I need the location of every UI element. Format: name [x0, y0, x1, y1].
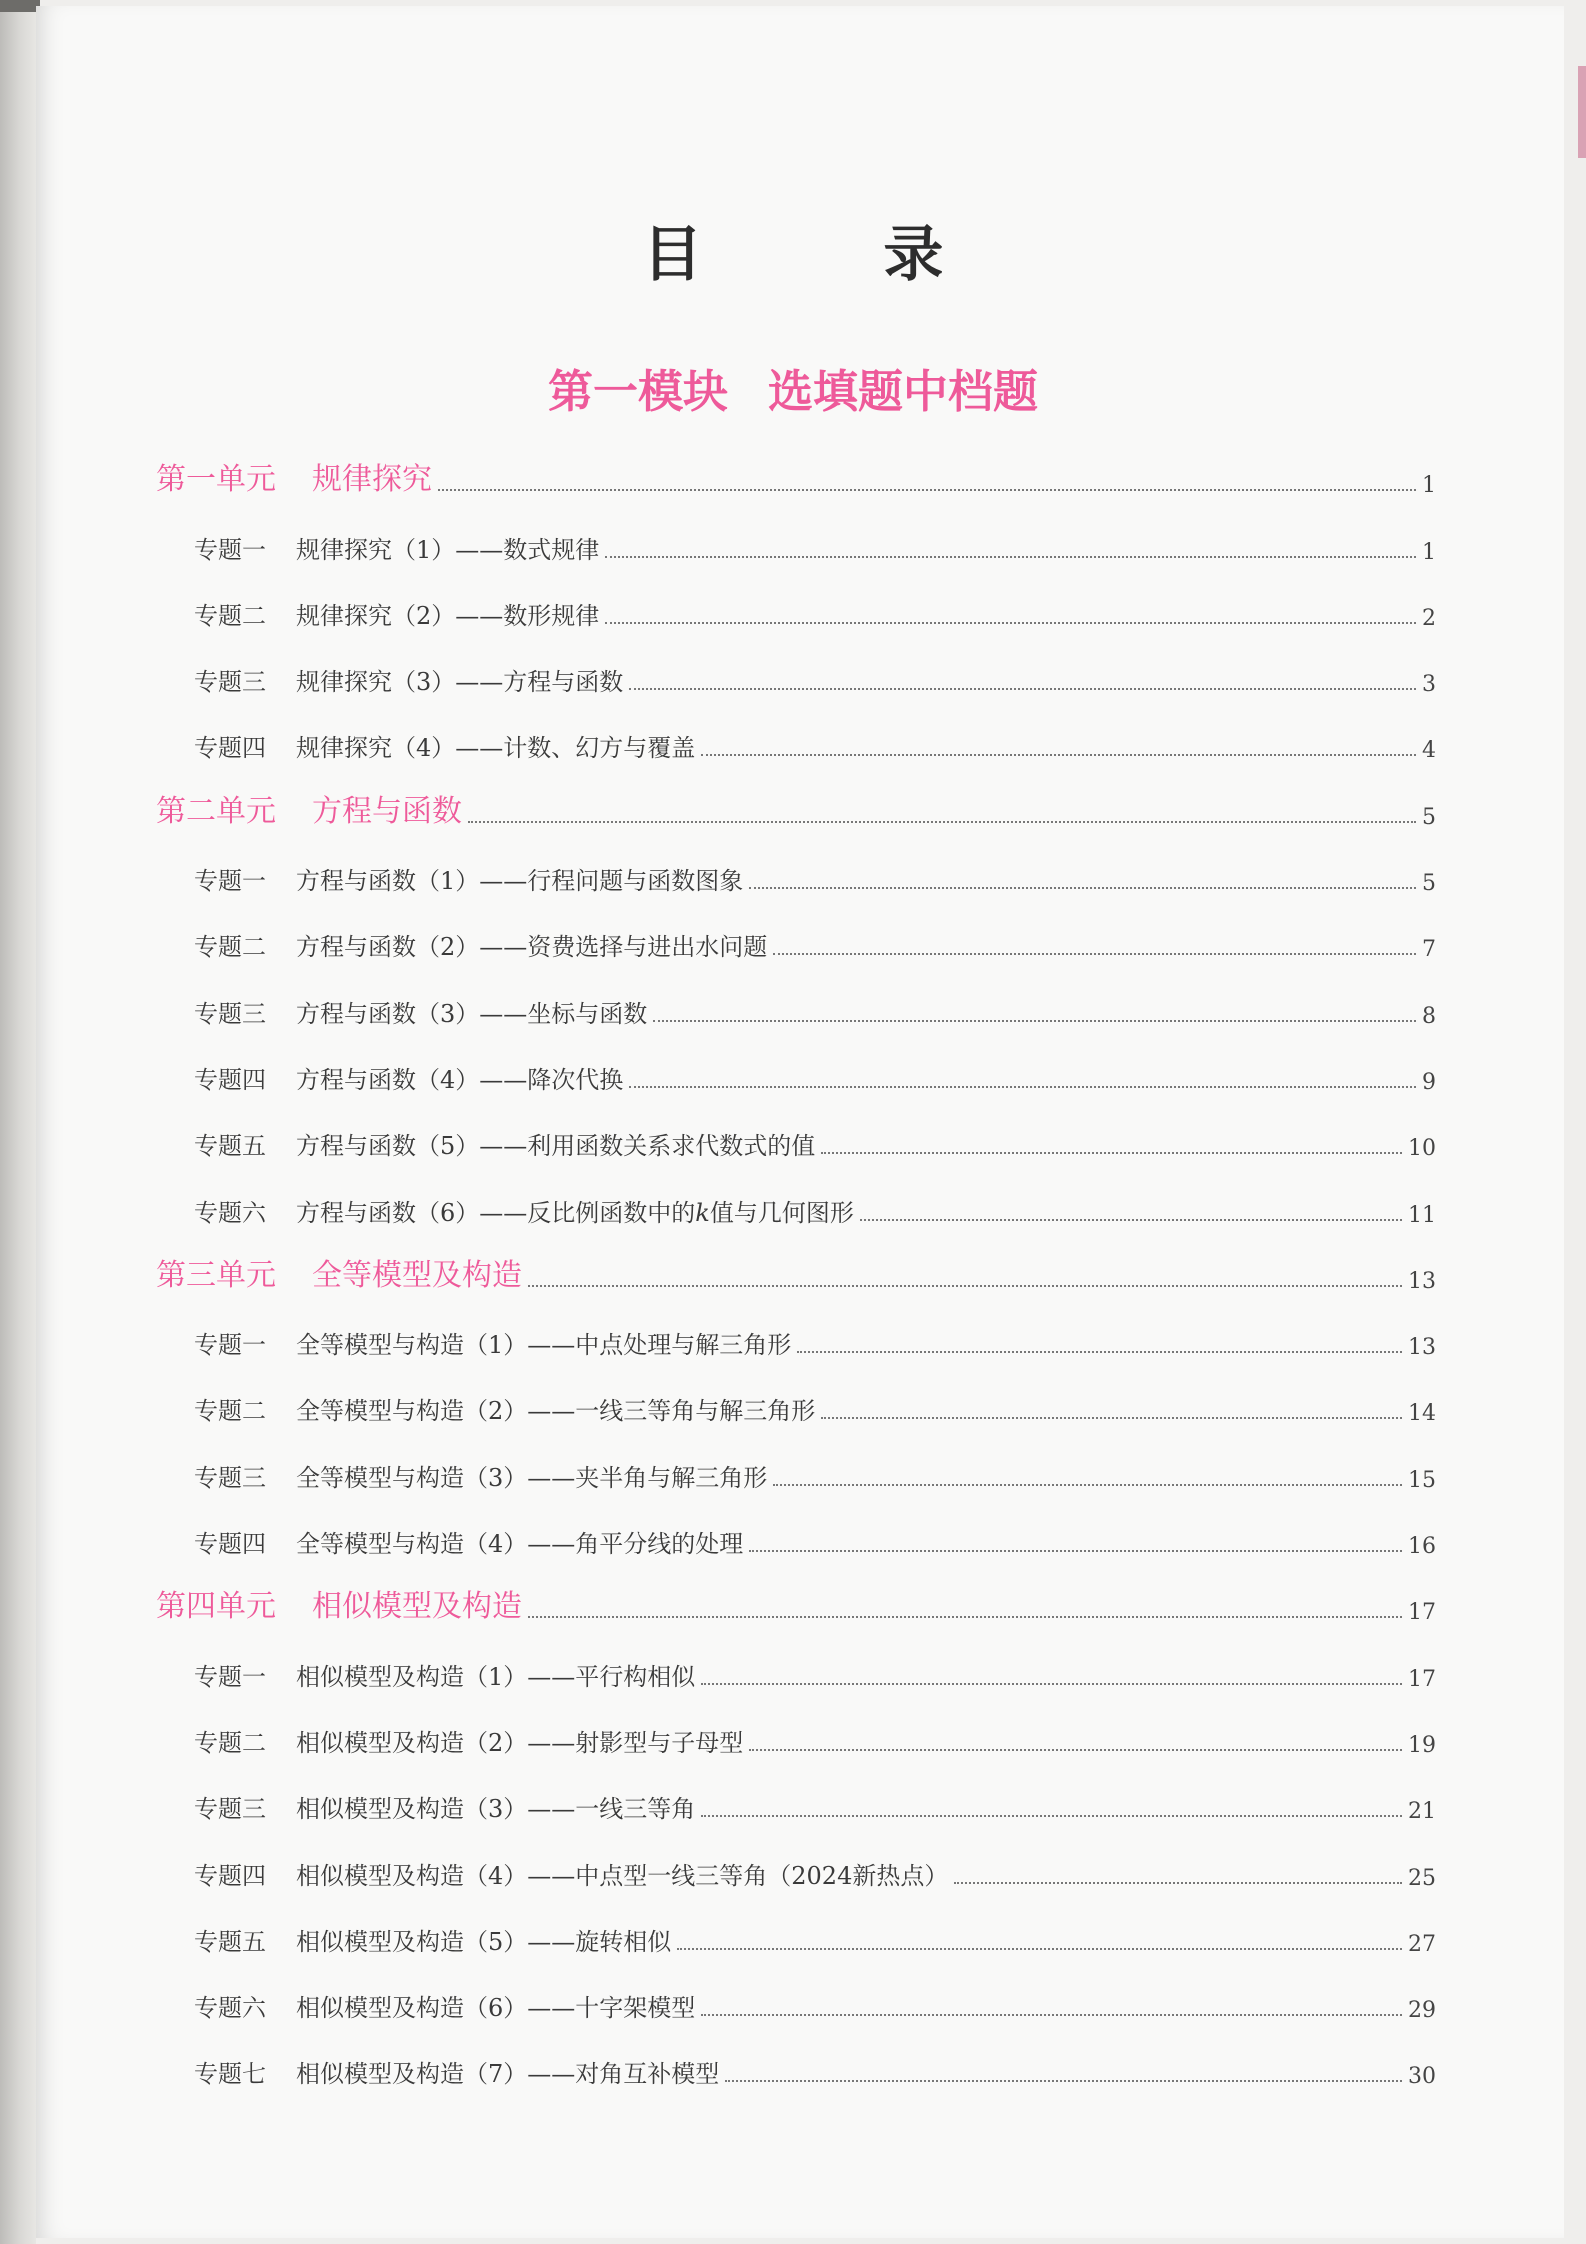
- scan-corner-mark: [0, 0, 40, 12]
- toc-unit-entry[interactable]: [156, 777, 1436, 843]
- entry-number: 专题五: [194, 1927, 266, 1956]
- dot-leader: [725, 2080, 1402, 2082]
- page-number: 1: [1422, 539, 1436, 565]
- entry-number: 专题一: [194, 1331, 266, 1360]
- entry-number: 专题二: [194, 933, 266, 962]
- entry-title: 全等模型及构造: [312, 1257, 522, 1293]
- page-number: 13: [1408, 1335, 1436, 1361]
- entry-number: 专题四: [194, 1065, 266, 1094]
- entry-number: 专题五: [194, 1132, 266, 1161]
- dot-leader: [468, 821, 1416, 823]
- entry-title: 规律探究（2）——数形规律: [296, 601, 600, 630]
- entry-label: [194, 662, 623, 697]
- page-number: 17: [1408, 1666, 1436, 1692]
- entry-number: 专题一: [194, 535, 266, 564]
- entry-title: 相似模型及构造（4）——中点型一线三等角（2024新热点）: [296, 1861, 949, 1890]
- entry-title: 相似模型及构造（2）——射影型与子母型: [296, 1728, 744, 1757]
- entry-number: 专题二: [194, 1728, 266, 1757]
- toc-topic-entry[interactable]: [156, 844, 1436, 910]
- toc-unit-entry[interactable]: [156, 1242, 1436, 1308]
- entry-label: [194, 1126, 815, 1161]
- entry-title: 方程与函数（5）——利用函数关系求代数式的值: [296, 1132, 816, 1161]
- entry-label: [194, 861, 743, 896]
- dot-leader: [629, 1086, 1416, 1088]
- page-number: 15: [1408, 1467, 1436, 1493]
- entry-label: [194, 1856, 948, 1891]
- entry-title: 规律探究: [312, 462, 432, 498]
- toc-topic-entry[interactable]: [156, 711, 1436, 777]
- entry-label: [194, 728, 695, 763]
- entry-number: 专题一: [194, 867, 266, 896]
- entry-title: 相似模型及构造（6）——十字架模型: [296, 1994, 696, 2023]
- dot-leader: [701, 1683, 1402, 1685]
- module-name: 选填题中档题: [768, 365, 1039, 418]
- entry-number: 第一单元: [156, 462, 276, 498]
- page-title: 目 录: [642, 220, 1024, 290]
- dot-leader: [701, 754, 1416, 756]
- dot-leader: [701, 2014, 1402, 2016]
- page-number: 30: [1408, 2064, 1436, 2090]
- entry-title: 相似模型及构造（7）——对角互补模型: [296, 2060, 720, 2089]
- entry-title: 规律探究（3）——方程与函数: [296, 668, 624, 697]
- page-number: 5: [1422, 804, 1436, 830]
- page-number: 13: [1408, 1268, 1436, 1294]
- entry-number: 专题六: [194, 1198, 266, 1227]
- page-edge-tab: [1578, 66, 1586, 158]
- entry-label: [156, 786, 462, 830]
- entry-title: 方程与函数: [312, 793, 462, 829]
- entry-label: [194, 1922, 671, 1957]
- page-number: 2: [1422, 605, 1436, 631]
- dot-leader: [749, 1749, 1402, 1751]
- toc-topic-entry[interactable]: [156, 579, 1436, 645]
- entry-title: 方程与函数（3）——坐标与函数: [296, 999, 648, 1028]
- entry-number: 专题四: [194, 1861, 266, 1890]
- page-number: 21: [1408, 1799, 1436, 1825]
- entry-title: 规律探究（1）——数式规律: [296, 535, 600, 564]
- page-number: 10: [1408, 1136, 1436, 1162]
- entry-label: [194, 1524, 743, 1559]
- entry-number: 专题三: [194, 999, 266, 1028]
- entry-title: 相似模型及构造（3）——一线三等角: [296, 1795, 696, 1824]
- entry-title: 方程与函数（2）——资费选择与进出水问题: [296, 933, 768, 962]
- dot-leader: [629, 688, 1416, 690]
- entry-label: [156, 454, 432, 498]
- toc-topic-entry[interactable]: [156, 976, 1436, 1042]
- page-number: 29: [1408, 1998, 1436, 2024]
- toc-topic-entry[interactable]: [156, 1374, 1436, 1440]
- entry-label: [194, 927, 767, 962]
- toc-topic-entry[interactable]: [156, 512, 1436, 578]
- module-number: 第一模块: [547, 365, 728, 418]
- page-number: 14: [1408, 1401, 1436, 1427]
- entry-title: 全等模型与构造（2）——一线三等角与解三角形: [296, 1397, 816, 1426]
- toc-topic-entry[interactable]: [156, 1043, 1436, 1109]
- page-number: 5: [1422, 871, 1436, 897]
- dot-leader: [528, 1285, 1402, 1287]
- entry-title: 方程与函数（4）——降次代换: [296, 1065, 624, 1094]
- page-number: 19: [1408, 1732, 1436, 1758]
- page-number: 3: [1422, 672, 1436, 698]
- dot-leader: [797, 1351, 1402, 1353]
- dot-leader: [860, 1219, 1402, 1221]
- entry-label: [194, 596, 599, 631]
- entry-number: 专题六: [194, 1994, 266, 2023]
- dot-leader: [701, 1815, 1402, 1817]
- toc-topic-entry[interactable]: [156, 1706, 1436, 1772]
- dot-leader: [773, 1484, 1402, 1486]
- dot-leader: [438, 489, 1416, 491]
- entry-number: 第四单元: [156, 1589, 276, 1625]
- entry-number: 专题三: [194, 1463, 266, 1492]
- entry-number: 第二单元: [156, 793, 276, 829]
- toc-topic-entry[interactable]: [156, 1905, 1436, 1971]
- table-of-contents: [156, 446, 1436, 2103]
- entry-label: [156, 1250, 522, 1294]
- entry-label: [194, 1193, 854, 1228]
- entry-title: 全等模型与构造（1）——中点处理与解三角形: [296, 1331, 792, 1360]
- dot-leader: [749, 1550, 1402, 1552]
- entry-label: [194, 2054, 719, 2089]
- entry-number: 专题三: [194, 668, 266, 697]
- toc-topic-entry[interactable]: [156, 1109, 1436, 1175]
- entry-number: 专题一: [194, 1662, 266, 1691]
- book-spine-shadow: [0, 0, 36, 2244]
- toc-unit-entry[interactable]: [156, 1573, 1436, 1639]
- entry-title: 方程与函数（6）——反比例函数中的k值与几何图形: [296, 1198, 854, 1227]
- entry-number: 专题四: [194, 1530, 266, 1559]
- entry-title: 相似模型及构造（5）——旋转相似: [296, 1927, 672, 1956]
- page-number: 17: [1408, 1600, 1436, 1626]
- entry-label: [156, 1581, 522, 1625]
- entry-number: 专题二: [194, 601, 266, 630]
- entry-label: [194, 1723, 743, 1758]
- dot-leader: [954, 1882, 1402, 1884]
- page-number: 27: [1408, 1931, 1436, 1957]
- dot-leader: [821, 1417, 1402, 1419]
- toc-topic-entry[interactable]: [156, 645, 1436, 711]
- entry-label: [194, 1325, 791, 1360]
- dot-leader: [605, 622, 1416, 624]
- toc-topic-entry[interactable]: [156, 1971, 1436, 2037]
- dot-leader: [528, 1616, 1402, 1618]
- toc-topic-entry[interactable]: [156, 1308, 1436, 1374]
- entry-title: 规律探究（4）——计数、幻方与覆盖: [296, 734, 696, 763]
- toc-topic-entry[interactable]: [156, 1772, 1436, 1838]
- toc-topic-entry[interactable]: [156, 1440, 1436, 1506]
- entry-number: 专题二: [194, 1397, 266, 1426]
- toc-topic-entry[interactable]: [156, 1639, 1436, 1705]
- entry-number: 专题三: [194, 1795, 266, 1824]
- page-number: 7: [1422, 937, 1436, 963]
- entry-title: 方程与函数（1）——行程问题与函数图象: [296, 867, 744, 896]
- entry-title: 相似模型及构造（1）——平行构相似: [296, 1662, 696, 1691]
- entry-title: 全等模型与构造（3）——夹半角与解三角形: [296, 1463, 768, 1492]
- entry-label: [194, 1657, 695, 1692]
- dot-leader: [821, 1152, 1402, 1154]
- page-number: 4: [1422, 738, 1436, 764]
- entry-number: 专题七: [194, 2060, 266, 2089]
- entry-number: 专题四: [194, 734, 266, 763]
- page-number: 9: [1422, 1069, 1436, 1095]
- entry-title: 全等模型与构造（4）——角平分线的处理: [296, 1530, 744, 1559]
- entry-label: [194, 1060, 623, 1095]
- dot-leader: [773, 953, 1416, 955]
- entry-title: 相似模型及构造: [312, 1589, 522, 1625]
- toc-topic-entry[interactable]: [156, 2037, 1436, 2103]
- page-number: 8: [1422, 1003, 1436, 1029]
- entry-number: 第三单元: [156, 1257, 276, 1293]
- page-number: 16: [1408, 1534, 1436, 1560]
- dot-leader: [749, 887, 1416, 889]
- dot-leader: [677, 1948, 1402, 1950]
- entry-label: [194, 1391, 815, 1426]
- dot-leader: [653, 1020, 1416, 1022]
- toc-topic-entry[interactable]: [156, 1838, 1436, 1904]
- page-number: 11: [1408, 1202, 1436, 1228]
- toc-unit-entry[interactable]: [156, 446, 1436, 512]
- entry-label: [194, 994, 647, 1029]
- page-number: 25: [1408, 1865, 1436, 1891]
- module-heading: [0, 362, 1586, 422]
- toc-topic-entry[interactable]: [156, 910, 1436, 976]
- entry-label: [194, 1458, 767, 1493]
- entry-label: [194, 1789, 695, 1824]
- page-number: 1: [1422, 473, 1436, 499]
- entry-label: [194, 530, 599, 565]
- entry-label: [194, 1988, 695, 2023]
- toc-topic-entry[interactable]: [156, 1507, 1436, 1573]
- dot-leader: [605, 556, 1416, 558]
- toc-topic-entry[interactable]: [156, 1175, 1436, 1241]
